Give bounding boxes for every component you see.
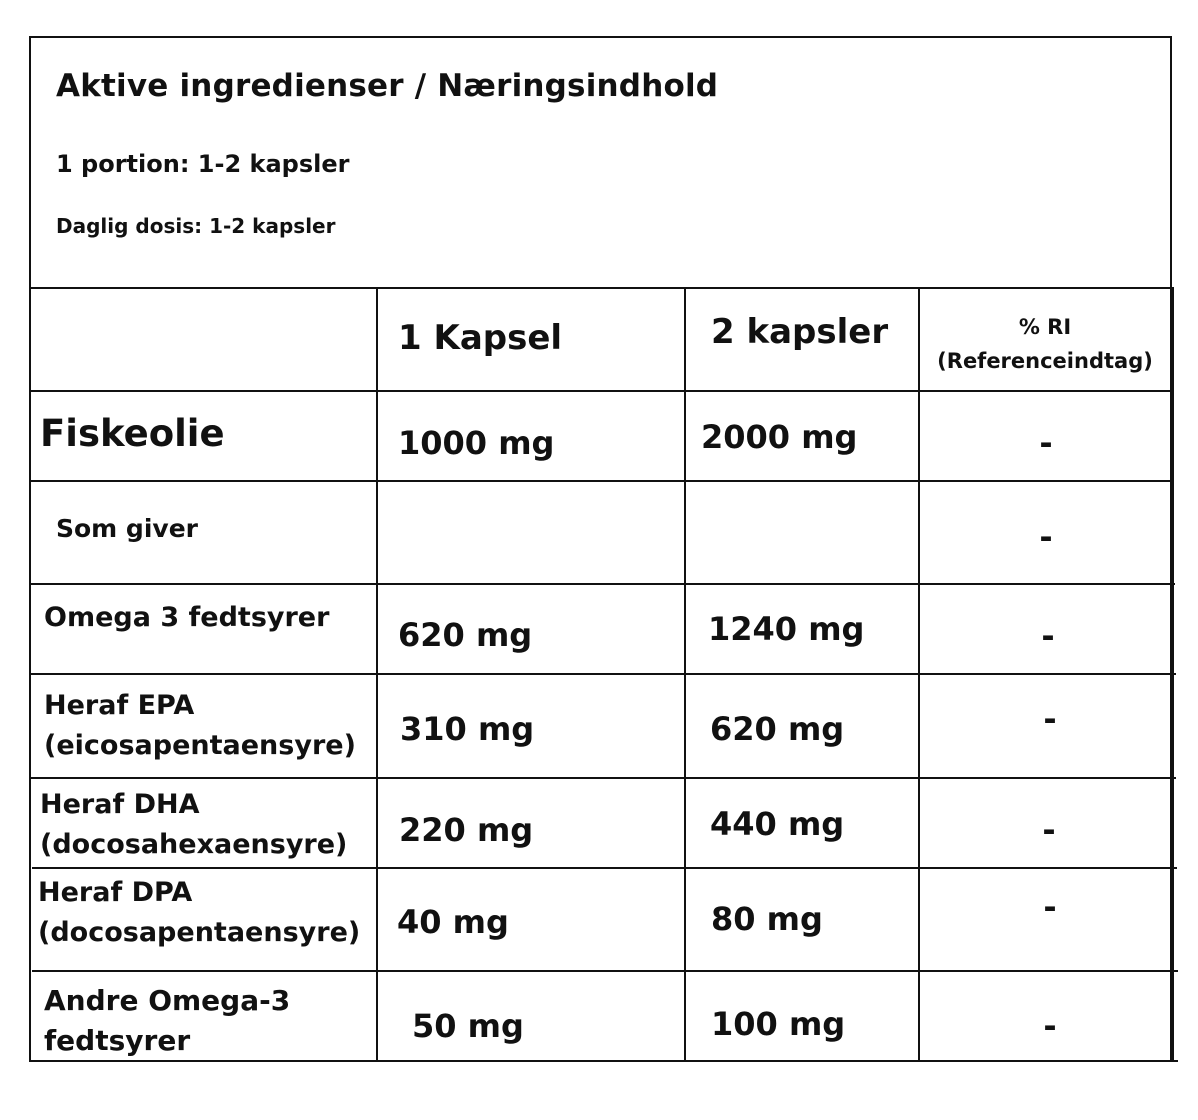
row-label-line2: (eicosapentaensyre): [44, 730, 356, 761]
value-2-kapsler: 1240 mg: [708, 610, 865, 648]
row-divider: [30, 583, 1175, 585]
row-label-omega-3: Omega 3 fedtsyrer: [44, 602, 330, 633]
row-label-som-giver: Som giver: [56, 514, 198, 543]
row-divider: [32, 970, 1178, 972]
value-1-kapsel: 620 mg: [398, 616, 533, 654]
table-top-border: [29, 287, 1172, 289]
panel-title: Aktive ingredienser / Næringsindhold: [56, 68, 719, 104]
value-1-kapsel: 220 mg: [399, 811, 534, 849]
value-2-kapsler: 620 mg: [710, 710, 845, 748]
column-divider: [684, 287, 686, 1062]
column-divider: [918, 287, 920, 1062]
column-divider: [376, 287, 378, 1062]
table-right-border: [1172, 287, 1174, 1062]
daily-dose-text: Daglig dosis: 1-2 kapsler: [56, 214, 336, 238]
row-divider: [32, 867, 1177, 869]
value-2-kapsler: 440 mg: [710, 805, 845, 843]
row-label-line1: Heraf DPA: [38, 877, 193, 908]
value-1-kapsel: 1000 mg: [398, 424, 555, 462]
row-label-epa: [44, 686, 356, 766]
table-left-border: [29, 287, 31, 1062]
row-label-dpa: [38, 873, 360, 953]
value-2-kapsler: 2000 mg: [701, 418, 858, 456]
value-1-kapsel: 310 mg: [400, 710, 535, 748]
row-label-fiskeolie: Fiskeolie: [40, 412, 225, 455]
ri-value: -: [1043, 700, 1057, 738]
row-label-line1: Heraf EPA: [44, 690, 195, 721]
row-label-line1: Heraf DHA: [40, 789, 200, 820]
ri-value: -: [1039, 518, 1053, 556]
value-2-kapsler: 100 mg: [711, 1005, 846, 1043]
row-divider: [31, 673, 1176, 675]
row-divider: [31, 777, 1176, 779]
ri-value: -: [1039, 424, 1053, 462]
ri-value: -: [1043, 888, 1057, 926]
ri-value: -: [1042, 811, 1056, 849]
value-1-kapsel: 50 mg: [412, 1007, 524, 1045]
row-divider: [29, 480, 1174, 482]
row-label-line2: (docosapentaensyre): [38, 917, 361, 948]
portion-text: 1 portion: 1-2 kapsler: [56, 150, 350, 178]
value-1-kapsel: 40 mg: [397, 903, 509, 941]
row-label-dha: [40, 785, 347, 865]
row-label-line2: (docosahexaensyre): [40, 829, 348, 860]
ri-value: -: [1043, 1007, 1057, 1045]
ri-header-line1: % RI: [1018, 315, 1072, 339]
row-divider: [29, 390, 1172, 392]
column-header-ri: [918, 310, 1172, 378]
column-header-1-kapsel: 1 Kapsel: [398, 318, 563, 358]
column-header-2-kapsler: 2 kapsler: [711, 312, 889, 352]
row-label-line1: Andre Omega-3: [44, 984, 291, 1017]
row-label-andre-omega-3: [44, 981, 290, 1061]
ri-value: -: [1041, 617, 1055, 655]
row-label-line2: fedtsyrer: [44, 1024, 191, 1057]
ri-header-line2: (Referenceindtag): [937, 349, 1153, 373]
value-2-kapsler: 80 mg: [711, 900, 823, 938]
